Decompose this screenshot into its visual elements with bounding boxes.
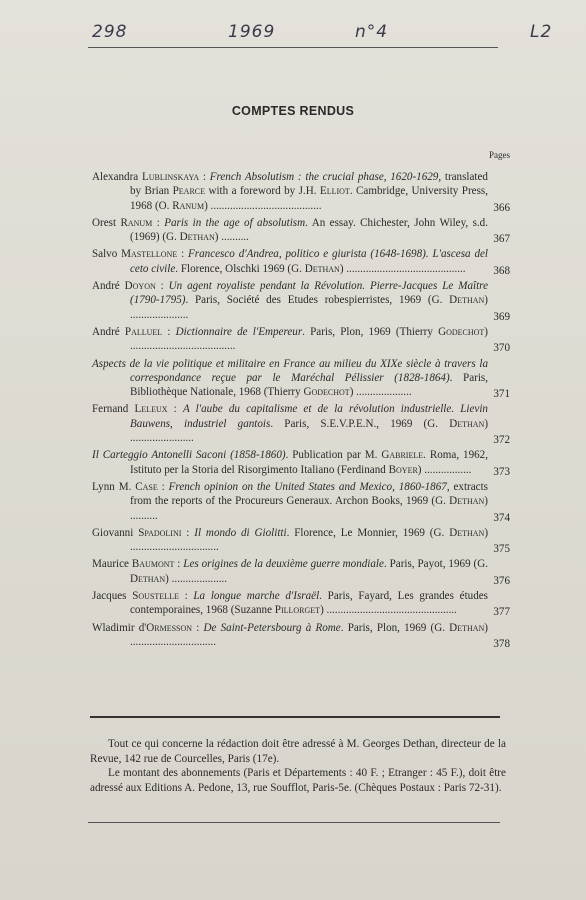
entry-text: ) ............................... <box>130 621 488 648</box>
handwritten-year: 1969 <box>228 22 276 42</box>
entry-text: André <box>92 325 125 338</box>
author-name: Dethan <box>304 262 340 275</box>
review-entry-text <box>92 621 510 650</box>
page-number: 366 <box>493 201 510 214</box>
review-entry <box>92 357 510 400</box>
author-name: Lublinskaya <box>141 171 200 183</box>
author-name: Spadolini <box>138 526 182 539</box>
entry-text: Jacques <box>92 590 133 603</box>
book-title: De Saint-Petersbourg à Rome <box>203 621 341 634</box>
review-entry <box>92 621 510 650</box>
entry-text: : <box>157 480 169 493</box>
page-number: 367 <box>493 233 510 246</box>
author-name: Pillorget <box>274 604 321 617</box>
handwritten-corner-mark: L2 <box>530 22 553 42</box>
entry-text: translated by Brian <box>130 171 488 198</box>
entry-text: : <box>152 216 165 229</box>
author-name: Palluel <box>124 325 163 338</box>
entry-text: : <box>155 280 169 293</box>
book-title: Dictionnaire de l'Empereur <box>175 325 303 338</box>
review-entry <box>92 526 510 555</box>
author-name: Dethan <box>449 417 485 430</box>
review-entry <box>92 216 510 245</box>
entry-text: ) ................................ <box>130 526 489 554</box>
book-title: French Absolutism : the crucial phase, 1620-1629, <box>209 171 442 183</box>
page-number: 369 <box>493 310 510 323</box>
bottom-rule <box>88 822 500 823</box>
author-name: Godechot <box>438 325 485 338</box>
review-entry <box>92 557 510 586</box>
review-entry-text <box>92 526 510 555</box>
book-title: French opinion on the United States and Mexico, 1860-1867 <box>168 480 447 493</box>
review-entry-text <box>92 357 510 400</box>
review-entry-text <box>92 589 510 618</box>
entry-text: . Florence, Le Monnier, 1969 (G. <box>286 526 450 539</box>
entry-text: ) ........................................... <box>339 262 466 275</box>
page-number: 378 <box>493 637 510 650</box>
page-number: 377 <box>493 606 510 619</box>
entry-text: ) ..................... <box>130 294 488 321</box>
review-entry <box>92 589 510 618</box>
review-entry <box>92 402 510 445</box>
entry-text: Fernand <box>92 403 135 416</box>
entry-text: , extracts from the reports of the Procureurs Generaux. Archon Books, 1969 (G. <box>130 480 488 508</box>
entry-text: ) .......... <box>214 231 249 244</box>
author-name: Dethan <box>449 621 485 634</box>
review-entry-text <box>92 448 510 477</box>
page-number: 368 <box>493 264 510 277</box>
author-name: Dethan <box>449 495 485 508</box>
author-name: Boyer <box>388 463 418 476</box>
entry-text: : <box>178 590 194 603</box>
entry-text: Salvo <box>92 248 122 261</box>
entry-text: with a foreword by J.H. <box>205 185 320 198</box>
review-entry-text <box>92 557 510 586</box>
review-entry-text <box>92 279 510 322</box>
review-entry-text <box>92 170 510 213</box>
author-name: Dethan <box>179 231 215 244</box>
author-name: Ormesson <box>146 621 193 634</box>
footer-notice <box>90 737 506 795</box>
entry-text: . Paris, Fayard, Les grandes études contemporaines, 1968 (Suzanne <box>130 590 488 617</box>
section-title: COMPTES RENDUS <box>231 104 355 118</box>
author-name: Mastellone <box>121 248 178 261</box>
author-name: Ranum <box>120 216 153 229</box>
entry-text: : <box>167 403 183 416</box>
entry-text: ) ...................................... <box>130 325 488 353</box>
entry-text: . Cambridge, University Press, 1968 (O. <box>130 185 488 212</box>
author-name: Soustelle <box>132 590 179 603</box>
page-number: 375 <box>493 543 510 556</box>
review-entry <box>92 480 510 523</box>
entry-text: : <box>162 325 176 338</box>
author-name: Doyon <box>124 280 156 293</box>
entry-text: : <box>199 171 210 183</box>
entry-text: Maurice <box>92 558 132 571</box>
review-entry <box>92 325 510 354</box>
entry-text: . An essay. Chichester, John Wiley, s.d. (1969) (G. <box>130 216 488 244</box>
entry-text: Wladimir d' <box>92 621 147 634</box>
book-title: Aspects de la vie politique et militaire en France au milieu du XIXe siècle à travers la correspondance reçue par le Maréchal Pélissier (1828-1864) <box>92 357 488 384</box>
entry-text: André <box>92 280 125 293</box>
entry-text: : <box>192 621 204 634</box>
author-name: Gabriele <box>381 449 424 462</box>
page-number: 376 <box>493 574 510 587</box>
review-entry <box>92 170 510 213</box>
entry-text: Alexandra <box>92 171 142 183</box>
book-title: Un agent royaliste pendant la Révolution. Pierre-Jacques Le Maître (1790-1795) <box>130 280 488 307</box>
entry-text: : <box>177 248 189 261</box>
author-name: Pearce <box>172 185 206 198</box>
pages-column-header: Pages <box>489 150 510 160</box>
author-name: Leleux <box>134 403 168 416</box>
book-title: A l'aube du capitalisme et de la révolution industrielle. Lievin Bauwens, industriel gantois <box>130 403 488 430</box>
book-title: Paris in the age of absolutism <box>164 216 306 229</box>
entry-text: ) ....................... <box>130 417 489 445</box>
review-entry <box>92 247 510 276</box>
review-list <box>92 170 510 652</box>
book-title: Francesco d'Andrea, politico e giurista (1648-1698). L'ascesa del ceto civile <box>130 248 488 275</box>
handwritten-issue: n°4 <box>355 22 389 42</box>
author-name: Dethan <box>449 526 485 539</box>
entry-text: Orest <box>92 216 121 229</box>
page-number: 370 <box>493 342 510 355</box>
entry-text: Giovanni <box>92 526 139 539</box>
book-title: Il mondo di Giolitti <box>194 526 287 539</box>
review-entry-text <box>92 216 510 245</box>
page-number: 373 <box>493 465 510 478</box>
page-number: 374 <box>493 511 510 524</box>
review-entry-text <box>92 480 510 523</box>
author-name: Godechot <box>303 386 350 399</box>
handwritten-ref: 298 <box>92 22 128 42</box>
page-number: 371 <box>493 388 510 401</box>
review-entry-text <box>92 247 510 276</box>
entry-text: . Paris, Bibliothèque Nationale, 1968 (Thierry <box>130 371 488 399</box>
page-number: 372 <box>493 434 510 447</box>
entry-text: ) .................... <box>349 386 412 399</box>
author-name: Ranum <box>172 199 205 212</box>
entry-text: ) .................... <box>165 572 228 585</box>
footer-editorial-address: Tout ce qui concerne la rédaction doit être adressé à M. Georges Dethan, directeur de la Revue, 142 rue de Courcelles, Paris (17e). <box>90 738 506 765</box>
entry-text: ) ........................................ <box>204 199 322 212</box>
entry-text: : <box>181 526 195 539</box>
author-name: Baumont <box>131 558 175 571</box>
top-rule <box>88 47 498 48</box>
entry-text: . Florence, Olschki 1969 (G. <box>175 262 305 275</box>
book-title: La longue marche d'Israël <box>193 590 320 603</box>
review-entry <box>92 448 510 477</box>
review-entry-text <box>92 402 510 445</box>
author-name: Dethan <box>449 294 485 307</box>
entry-text: . Paris, Plon, 1969 (G. <box>340 621 450 634</box>
entry-text: . Paris, Plon, 1969 (Thierry <box>302 325 439 338</box>
entry-text: . Roma, 1962, Istituto per la Storia del Risorgimento Italiano (Ferdinand <box>130 449 488 476</box>
entry-text: : <box>174 558 184 571</box>
book-title: Les origines de la deuxième guerre mondiale <box>183 558 384 571</box>
entry-text: . Paris, Payot, 1969 (G. <box>383 558 488 571</box>
entry-text: Lynn M. <box>92 480 136 493</box>
entry-text: . Paris, Société des Etudes robespierristes, 1969 (G. <box>185 294 450 307</box>
review-entry <box>92 279 510 322</box>
entry-text: . Paris, S.E.V.P.E.N., 1969 (G. <box>270 417 450 430</box>
author-name: Case <box>135 480 158 493</box>
entry-text: . Publication par M. <box>285 449 382 462</box>
entry-text: ) .......... <box>130 495 488 522</box>
review-entry-text <box>92 325 510 354</box>
author-name: Dethan <box>130 572 166 585</box>
author-name: Elliot <box>319 185 350 198</box>
entry-text: ) ................. <box>417 463 472 476</box>
footer-subscription-info: Le montant des abonnements (Paris et Départements : 40 F. ; Etranger : 45 F.), doit être adressé aux Editions A. Pedone, 13, rue Soufflot, Paris-5e. (Chèques Postaux : Paris 72-31). <box>90 767 506 794</box>
entry-text: ) ............................................... <box>320 604 457 617</box>
section-divider <box>90 716 500 718</box>
book-title: Il Carteggio Antonelli Saconi (1858-1860) <box>92 449 286 462</box>
